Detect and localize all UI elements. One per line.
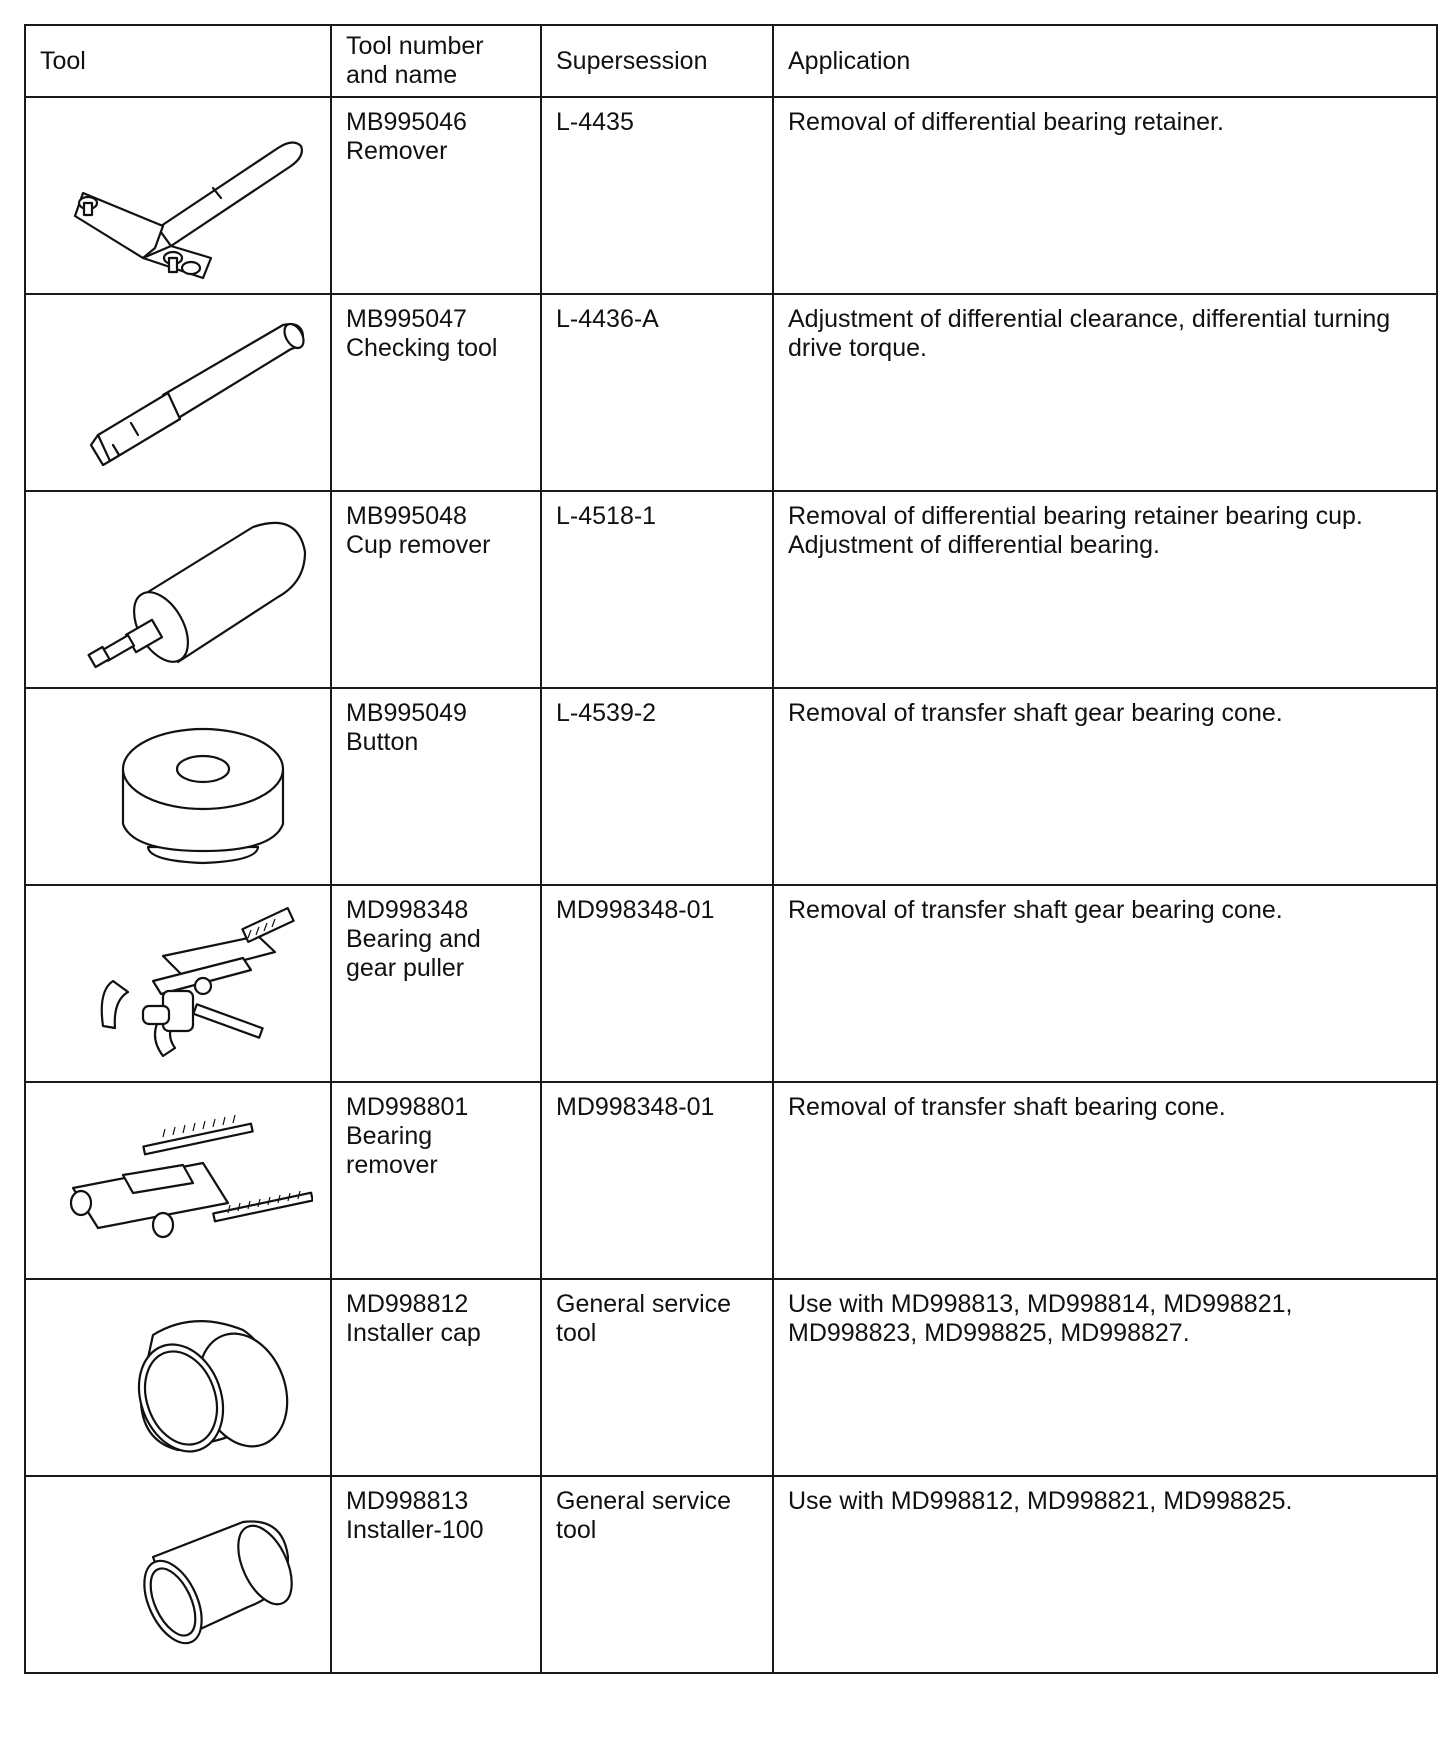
checking-tool-icon	[43, 305, 313, 485]
gear-puller-icon	[43, 896, 313, 1076]
tool-number-name-cell	[331, 1279, 541, 1476]
tool-image-cell	[25, 688, 331, 885]
tool-number: MD998801	[346, 1093, 469, 1121]
tool-number-name-cell	[331, 688, 541, 885]
supersession-cell: L-4436-A	[541, 294, 773, 491]
application-cell: Use with MD998812, MD998821, MD998825.	[773, 1476, 1437, 1673]
supersession-cell: L-4539-2	[541, 688, 773, 885]
tool-name: Installer-100	[346, 1516, 484, 1544]
cup-remover-icon	[43, 502, 313, 682]
supersession-cell: L-4518-1	[541, 491, 773, 688]
supersession-cell: General service tool	[541, 1279, 773, 1476]
tool-image-cell	[25, 1476, 331, 1673]
tool-number-name-cell	[331, 491, 541, 688]
table-row	[25, 885, 1437, 1082]
tool-number: MD998812	[346, 1290, 469, 1318]
installer-icon	[43, 1487, 313, 1667]
supersession-cell: MD998348-01	[541, 1082, 773, 1279]
table-row	[25, 1082, 1437, 1279]
supersession-cell: MD998348-01	[541, 885, 773, 1082]
tool-name: Bearing remover	[346, 1122, 438, 1179]
table-row	[25, 294, 1437, 491]
tool-number: MB995049	[346, 699, 467, 727]
tool-image-cell	[25, 1082, 331, 1279]
application-cell: Removal of differential bearing retainer bearing cup. Adjustment of differential bearing.	[773, 491, 1437, 688]
tool-name: Installer cap	[346, 1319, 481, 1347]
tool-number: MB995047	[346, 305, 467, 333]
tool-number: MD998813	[346, 1487, 469, 1515]
tool-name: Bearing and gear puller	[346, 925, 481, 982]
application-cell: Removal of transfer shaft gear bearing cone.	[773, 885, 1437, 1082]
special-tools-table	[24, 24, 1438, 1674]
application-cell: Removal of transfer shaft gear bearing cone.	[773, 688, 1437, 885]
header-application: Application	[773, 25, 1437, 97]
table-header-row	[25, 25, 1437, 97]
tool-number: MB995048	[346, 502, 467, 530]
application-cell: Removal of transfer shaft bearing cone.	[773, 1082, 1437, 1279]
tool-image-cell	[25, 1279, 331, 1476]
table-row	[25, 688, 1437, 885]
tool-number: MD998348	[346, 896, 469, 924]
tool-number-name-cell	[331, 885, 541, 1082]
application-cell: Adjustment of differential clearance, differential turning drive torque.	[773, 294, 1437, 491]
tool-number-name-cell	[331, 1476, 541, 1673]
spanner-wrench-icon	[43, 108, 313, 288]
application-cell: Removal of differential bearing retainer.	[773, 97, 1437, 294]
tool-name: Cup remover	[346, 531, 491, 559]
tool-image-cell	[25, 97, 331, 294]
table-row	[25, 1476, 1437, 1673]
header-tool-number-name: Tool number and name	[331, 25, 541, 97]
table-row	[25, 97, 1437, 294]
tool-image-cell	[25, 491, 331, 688]
tool-number-name-cell	[331, 294, 541, 491]
installer-cap-icon	[43, 1290, 313, 1470]
application-cell: Use with MD998813, MD998814, MD998821, MD998823, MD998825, MD998827.	[773, 1279, 1437, 1476]
table-row	[25, 491, 1437, 688]
bearing-remover-icon	[43, 1093, 313, 1273]
tool-number-name-cell	[331, 1082, 541, 1279]
header-tool: Tool	[25, 25, 331, 97]
tool-number-name-cell	[331, 97, 541, 294]
tool-image-cell	[25, 294, 331, 491]
supersession-cell: L-4435	[541, 97, 773, 294]
supersession-cell: General service tool	[541, 1476, 773, 1673]
tool-number: MB995046	[346, 108, 467, 136]
button-icon	[43, 699, 313, 879]
tool-image-cell	[25, 885, 331, 1082]
tool-name: Remover	[346, 137, 448, 165]
table-row	[25, 1279, 1437, 1476]
tool-name: Button	[346, 728, 419, 756]
header-supersession: Supersession	[541, 25, 773, 97]
tool-name: Checking tool	[346, 334, 498, 362]
